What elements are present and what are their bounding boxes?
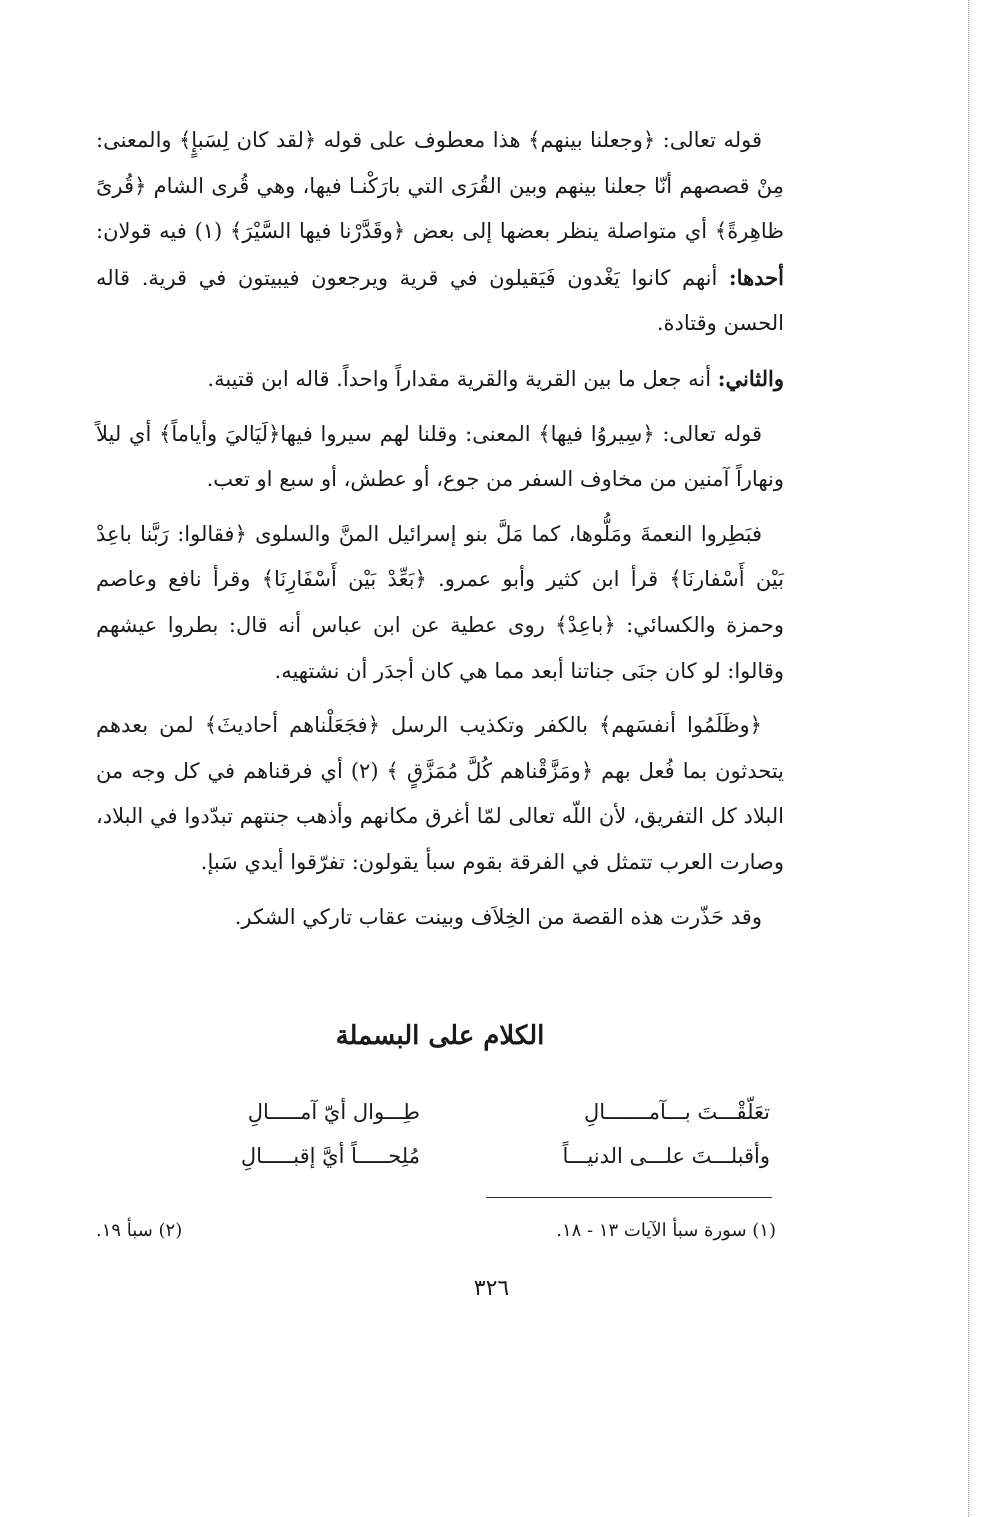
footnote-separator — [486, 1197, 772, 1198]
main-text-block — [96, 118, 784, 949]
paragraph-2 — [96, 356, 784, 403]
paragraph-4-text: فبَطِروا النعمةَ ومَلُّوها، كما مَلَّ بنو إسرائيل المنَّ والسلوى ﴿فقالوا: رَبَّنا باعِدْ بَيْن أَسْفارنَا﴾ قرأ ابن كثير وأبو عمرو. ﴿بَعِّدْ بَيْن أَسْفَارِنَا﴾ وقرأ نافع وعاصم وحمزة والكسائي: ﴿باعِدْ﴾ روى عطية عن ابن عباس أنه قال: بطروا عيشهم وقالوا: لو كان جنَى جناتنا أبعد مما هي كان أجدَر أن نشتهيه. — [96, 521, 784, 683]
paragraph-1-bold-label: أحدها: — [728, 264, 784, 290]
verse-line-1 — [110, 1094, 770, 1130]
paragraph-2-text-after: أنه جعل ما بين القرية والقرية مقداراً واحداً. قاله ابن قتيبة. — [207, 366, 718, 391]
paragraph-1-text-after: أنهم كانوا يَغْدون فَيَقيلون في قرية ويرجعون فيبيتون في قرية. قاله الحسن وقتادة. — [96, 265, 784, 336]
section-heading: الكلام على البسملة — [335, 1021, 545, 1051]
paragraph-3 — [96, 412, 784, 503]
page-number: ٣٢٦ — [473, 1276, 510, 1301]
verse-1-second-hemistich: طِـــوال أيّ آمـــــالِ — [247, 1100, 420, 1124]
paragraph-5-text: ﴿وظَلَمُوا أنفسَهم﴾ بالكفر وتكذيب الرسل ﴿فجَعَلْناهم أحاديثَ﴾ لمن بعدهم يتحدثون بما فُعل بهم ﴿ومَزَّقْناهم كُلَّ مُمَزَّقٍ ﴾ (٢) أي فرقناهم في كل وجه من البلاد كل التفريق، لأن اللّه تعالى لمّا أغرق مكانهم وأذهب جنتهم تبدّدوا في البلاد، وصارت العرب تتمثل في الفرقة بقوم سبأ يقولون: تفرّقوا أيدي سَبإ. — [96, 713, 784, 874]
paragraph-6 — [96, 895, 784, 941]
paragraph-4 — [96, 512, 784, 694]
paragraph-6-text: وقد حَذّرت هذه القصة من الخِلاَف وبينت عقاب تاركي الشكر. — [234, 904, 762, 929]
footnote-2: (٢) سبأ ١٩. — [96, 1220, 183, 1241]
paragraph-3-text: قوله تعالى: ﴿سِيروُا فيها﴾ المعنى: وقلنا لهم سيروا فيها﴿لَيَاليَ وأياماً﴾ أي ليلاً ونهاراً آمنين من مخاوف السفر من جوع، أو عطش، أو سبع او تعب. — [96, 421, 784, 492]
verse-1-first-hemistich: تعَلّقْـــتَ بـــآمـــــــالِ — [584, 1100, 770, 1124]
verse-line-2 — [110, 1138, 770, 1174]
footnote-1: (١) سورة سبأ الآيات ١٣ - ١٨. — [556, 1220, 776, 1241]
footnotes — [96, 1216, 776, 1246]
paragraph-1-text: قوله تعالى: ﴿وجعلنا بينهم﴾ هذا معطوف على قوله ﴿لقد كان لِسَبإٍ﴾ والمعنى: مِنْ قصصهم أنّا جعلنا بينهم وبين القُرَى التي بارَكْنـا فيها، وهي قُرى الشام ﴿قُرىً ظاهِرةً﴾ أي متواصلة ينظر بعضها إلى بعض ﴿وقَدَّرْنا فيها السَّيْرَ﴾ (١) فيه قولان: — [96, 128, 784, 244]
paragraph-5 — [96, 703, 784, 885]
verse-2-second-hemistich: مُلِحـــــاً أيَّ إقبـــــالِ — [240, 1144, 420, 1168]
verse-2-first-hemistich: وأقبلـــتَ علـــى الدنيـــاً — [562, 1144, 770, 1168]
paragraph-2-bold-label: والثاني: — [717, 365, 784, 391]
paragraph-1 — [96, 118, 784, 347]
